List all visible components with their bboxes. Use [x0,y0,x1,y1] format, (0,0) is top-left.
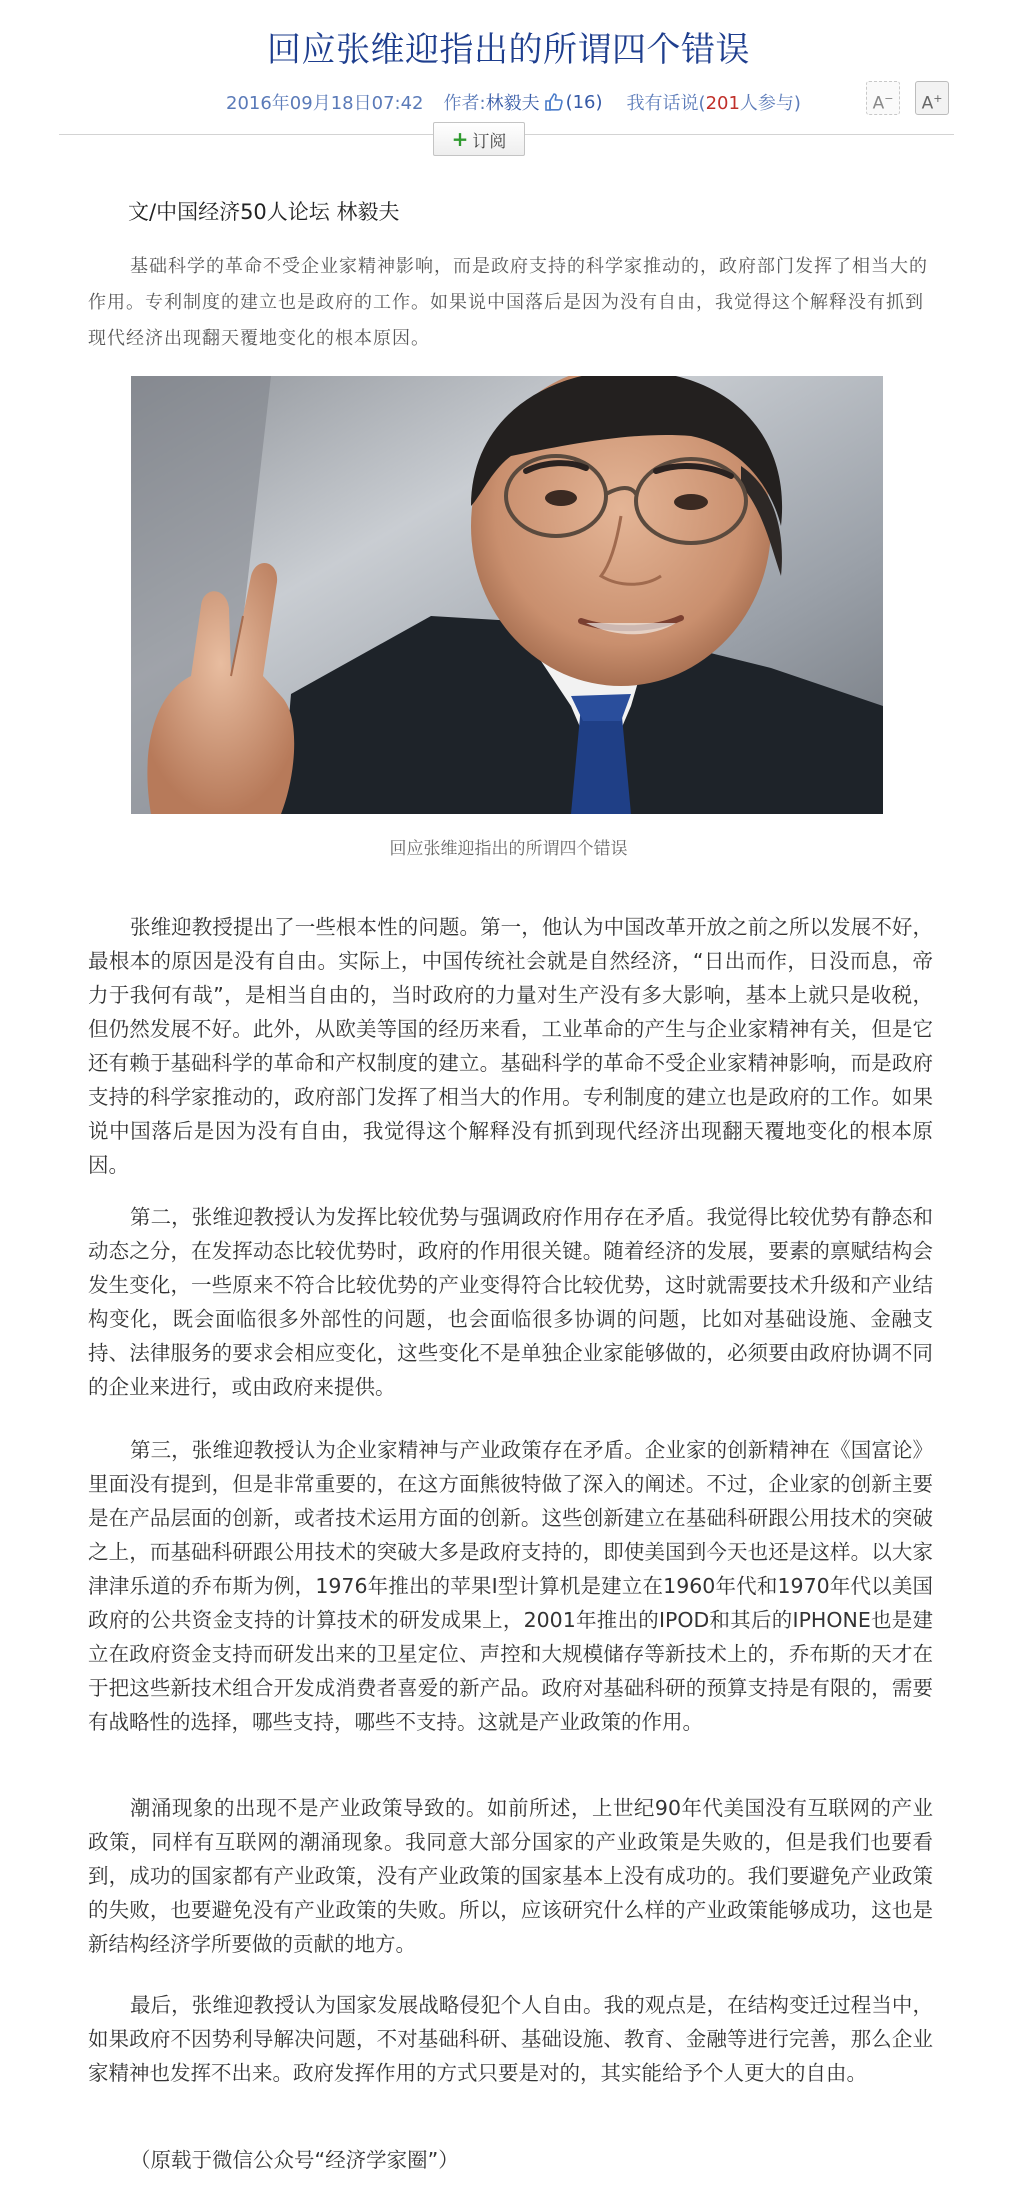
image-caption: 回应张维迎指出的所谓四个错误 [389,839,628,859]
article-paragraph: 第二，张维迎教授认为发挥比较优势与强调政府作用存在矛盾。我觉得比较优势有静态和动态之分，在发挥动态比较优势时，政府的作用很关键。随着经济的发展，要素的禀赋结构会发生变化，一些原来不符合比较优势的产业变得符合比较优势，这时就需要技术升级和产业结构变化，既会面临很多外部性的问题，也会面临很多协调的问题，比如对基础设施、金融支持、法律服务的要求会相应变化，这些变化不是单独企业家能够做的，必须要由政府协调不同的企业来进行，或由政府来提供。 [88,1205,933,1399]
subscribe-label: 订阅 [472,131,507,152]
article-paragraph: 张维迎教授提出了一些根本性的问题。第一，他认为中国改革开放之前之所以发展不好，最根本的原因是没有自由。实际上，中国传统社会就是自然经济，“日出而作，日没而息，帝力于我何有哉”，是相当自由的，当时政府的力量对生产没有多大影响，基本上就只是收税，但仍然发展不好。此外，从欧美等国的经历来看，工业革命的产生与企业家精神有关，但是它还有赖于基础科学的革命和产权制度的建立。基础科学的革命不受企业家精神影响，而是政府支持的科学家推动的，政府部门发挥了相当大的作用。专利制度的建立也是政府的工作。如果说中国落后是因为没有自由，我觉得这个解释没有抓到现代经济出现翻天覆地变化的根本原因。 [88,915,933,1177]
article-photo [131,376,883,814]
comment-label: 我有话说( [626,93,706,114]
font-decrease-label: A [872,93,885,114]
article-paragraph: 潮涌现象的出现不是产业政策导致的。如前所述，上世纪90年代美国没有互联网的产业政策，同样有互联网的潮涌现象。我同意大部分国家的产业政策是失败的，但是我们也要看到，成功的国家都有产业政策，没有产业政策的国家基本上没有成功的。我们要避免产业政策的失败，也要避免没有产业政策的失败。所以，应该研究什么样的产业政策能够成功，这也是新结构经济学所要做的贡献的地方。 [88,1796,933,1956]
font-decrease-sup: − [884,92,894,105]
comment-suffix: 人参与) [739,93,801,114]
publish-date: 2016年09月18日07:42 [226,93,424,114]
article-paragraph: 第三，张维迎教授认为企业家精神与产业政策存在矛盾。企业家的创新精神在《国富论》里面没有提到，但是非常重要的，在这方面熊彼特做了深入的阐述。不过，企业家的创新主要是在产品层面的创新，或者技术运用方面的创新。这些创新建立在基础科研跟公用技术的突破之上，而基础科研跟公用技术的突破大多是政府支持的，即使美国到今天也还是这样。以大家津津乐道的乔布斯为例，1976年推出的苹果I型计算机是建立在1960年代和1970年代以美国政府的公共资金支持的计算技术的研发成果上，2001年推出的IPOD和其后的IPHONE也是建立在政府资金支持而研发出来的卫星定位、声控和大规模储存等新技术上的，乔布斯的天才在于把这些新技术组合开发成消费者喜爱的新产品。政府对基础科研的预算支持是有限的，需要有战略性的选择，哪些支持，哪些不支持。这就是产业政策的作用。 [88,1438,933,1734]
like-count[interactable]: (16) [565,91,603,113]
subscribe-button[interactable] [433,122,525,156]
article-byline: 文/中国经济50人论坛 林毅夫 [128,200,400,224]
comment-link[interactable] [627,89,801,115]
comment-count: 201 [705,93,740,114]
thumbs-up-icon[interactable] [544,92,564,112]
author-label: 作者: [443,93,486,114]
font-increase-button[interactable] [915,81,949,115]
article-paragraph: 最后，张维迎教授认为国家发展战略侵犯个人自由。我的观点是，在结构变迁过程当中，如果政府不因势利导解决问题，不对基础科研、基础设施、教育、金融等进行完善，那么企业家精神也发挥不出来。政府发挥作用的方式只要是对的，其实能给予个人更大的自由。 [88,1993,933,2085]
plus-icon: + [451,127,469,151]
font-increase-label: A [921,93,934,114]
font-increase-sup: + [933,92,943,105]
font-decrease-button[interactable] [866,81,900,115]
article-title: 回应张维迎指出的所谓四个错误 [267,30,750,70]
article-summary: 基础科学的革命不受企业家精神影响，而是政府支持的科学家推动的，政府部门发挥了相当大的作用。专利制度的建立也是政府的工作。如果说中国落后是因为没有自由，我觉得这个解释没有抓到现代经济出现翻天覆地变化的根本原因。 [88,256,928,349]
article-meta [226,88,801,116]
author-link[interactable]: 林毅夫 [485,93,540,114]
source-note: （原载于微信公众号“经济学家圈”） [130,2148,459,2172]
